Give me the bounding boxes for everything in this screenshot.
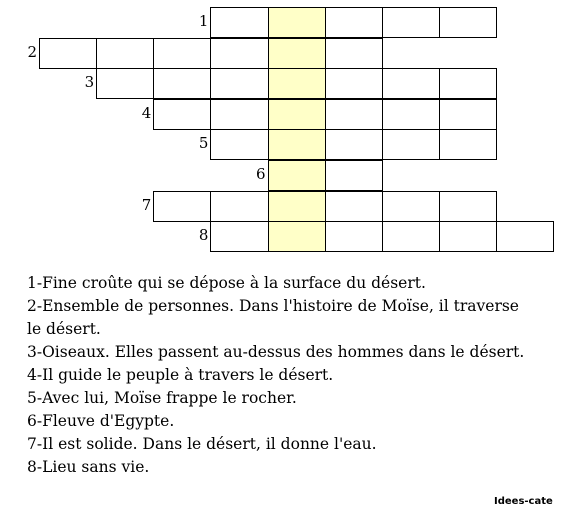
grid-cell-2-6[interactable] — [325, 38, 383, 69]
grid-cell-8-3[interactable] — [325, 221, 383, 252]
clue-4: 4-Il guide le peuple à travers le désert. — [27, 366, 334, 384]
clue-5: 5-Avec lui, Moïse frappe le rocher. — [27, 389, 297, 407]
grid-cell-3-3[interactable] — [210, 68, 268, 99]
row-number-1: 1 — [198, 12, 209, 30]
grid-cell-5-4[interactable] — [382, 129, 440, 160]
row-number-3: 3 — [84, 73, 95, 92]
grid-cell-1-2[interactable] — [268, 7, 326, 38]
grid-cell-8-2[interactable] — [268, 221, 326, 252]
grid-cell-6-1[interactable] — [268, 160, 326, 191]
grid-cell-4-4[interactable] — [325, 99, 383, 130]
row-number-2: 2 — [27, 42, 37, 61]
grid-cell-7-3[interactable] — [268, 191, 326, 222]
grid-cell-7-4[interactable] — [325, 191, 383, 222]
grid-cell-3-5[interactable] — [325, 68, 383, 99]
grid-cell-2-4[interactable] — [210, 38, 268, 69]
grid-cell-4-6[interactable] — [439, 99, 497, 130]
grid-cell-3-2[interactable] — [153, 68, 211, 99]
grid-cell-5-2[interactable] — [268, 129, 326, 160]
clue-2: 2-Ensemble de personnes. Dans l'histoire de Moïse, il traverse le désert. — [27, 297, 519, 338]
grid-cell-1-4[interactable] — [382, 7, 440, 38]
clue-list — [27, 272, 527, 479]
grid-cell-4-3[interactable] — [268, 99, 326, 130]
clue-3: 3-Oiseaux. Elles passent au-dessus des hommes dans le désert. — [27, 343, 525, 361]
row-number-8: 8 — [198, 226, 209, 245]
grid-cell-3-1[interactable] — [96, 68, 154, 99]
row-number-7: 7 — [141, 195, 152, 214]
clue-7: 7-Il est solide. Dans le désert, il donne l'eau. — [27, 435, 377, 453]
clue-8: 8-Lieu sans vie. — [27, 458, 150, 476]
grid-cell-1-5[interactable] — [439, 7, 497, 38]
grid-cell-7-5[interactable] — [382, 191, 440, 222]
grid-cell-3-4[interactable] — [268, 68, 326, 99]
grid-cell-1-3[interactable] — [325, 7, 383, 38]
grid-cell-5-5[interactable] — [439, 129, 497, 160]
grid-cell-4-1[interactable] — [153, 99, 211, 130]
credit-label: Idees-cate — [494, 496, 553, 507]
grid-cell-2-1[interactable] — [39, 38, 97, 69]
grid-cell-7-6[interactable] — [439, 191, 497, 222]
grid-cell-7-2[interactable] — [210, 191, 268, 222]
grid-cell-1-1[interactable] — [210, 7, 268, 38]
grid-cell-4-5[interactable] — [382, 99, 440, 130]
grid-cell-6-2[interactable] — [325, 160, 383, 191]
grid-cell-8-5[interactable] — [439, 221, 497, 252]
grid-cell-2-3[interactable] — [153, 38, 211, 69]
grid-cell-8-4[interactable] — [382, 221, 440, 252]
grid-cell-2-2[interactable] — [96, 38, 154, 69]
grid-cell-3-6[interactable] — [382, 68, 440, 99]
grid-cell-8-6[interactable] — [496, 221, 554, 252]
grid-cell-5-3[interactable] — [325, 129, 383, 160]
clue-1: 1-Fine croûte qui se dépose à la surface du désert. — [27, 274, 426, 292]
grid-cell-4-2[interactable] — [210, 99, 268, 130]
grid-cell-8-1[interactable] — [210, 221, 268, 252]
grid-cell-2-5[interactable] — [268, 38, 326, 69]
clue-6: 6-Fleuve d'Egypte. — [27, 412, 175, 430]
grid-cell-5-1[interactable] — [210, 129, 268, 160]
grid-cell-3-7[interactable] — [439, 68, 497, 99]
grid-cell-7-1[interactable] — [153, 191, 211, 222]
row-number-6: 6 — [256, 165, 266, 183]
row-number-5: 5 — [198, 134, 209, 153]
row-number-4: 4 — [141, 103, 152, 122]
